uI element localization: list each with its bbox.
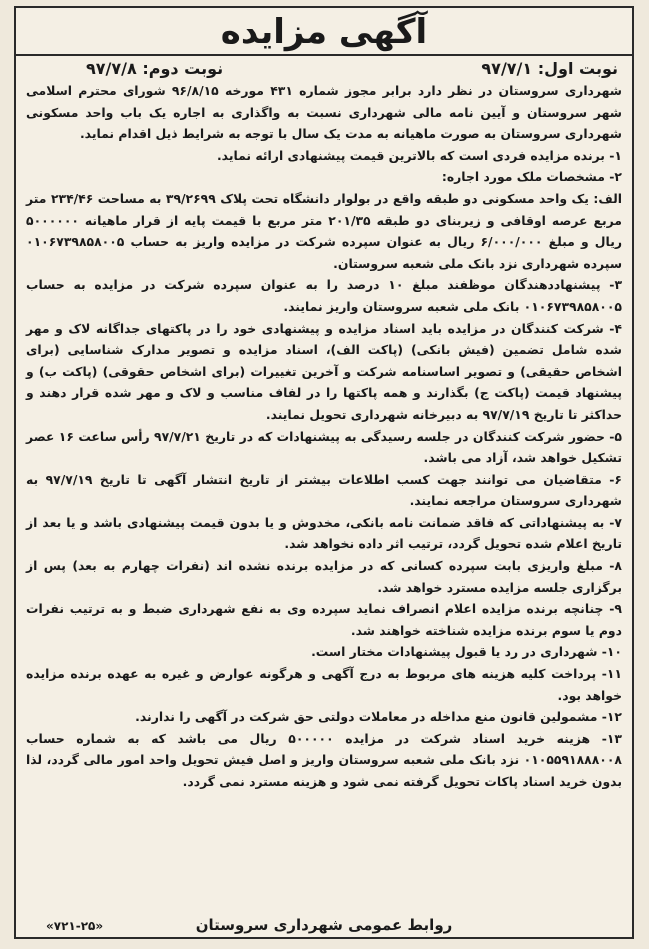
notice-frame: [14, 6, 634, 939]
signature: روابط عمومی شهرداری سروستان: [195, 916, 453, 934]
first-notice-date: نوبت اول: ۹۷/۷/۱: [481, 59, 618, 78]
page-title: آگهی مزایده: [220, 12, 428, 52]
condition-item: ۸- مبلغ واریزی بابت سپرده کسانی که در مزایده برنده نشده اند (نفرات چهارم به بعد) پس از برگزاری جلسه مزایده مسترد خواهد شد.: [26, 558, 622, 595]
condition-item: ۱۱- پرداخت کلیه هزینه های مربوط به درج آگهی و هرگونه عوارض و غیره به عهده برنده مزایده خواهد بود.: [26, 666, 622, 703]
second-notice-date: نوبت دوم: ۹۷/۷/۸: [86, 59, 224, 78]
condition-item: ۲- مشخصات ملک مورد اجاره:: [441, 169, 622, 185]
notice-body: [26, 80, 622, 793]
condition-item: ۱۳- هزینه خرید اسناد شرکت در مزایده ۵۰۰۰۰۰ ریال می باشد که به شماره حساب ۰۱۰۵۵۹۱۸۸۸۰۰۸ نزد بانک ملی شعبه سروستان واریز و اصل فیش تحویل واحد امور مالی گردد، لذا بدون خرید اسناد پاکات تحویل گرفته نمی شود و هزینه مسترد نمی گردد.: [26, 730, 622, 789]
condition-item: ۶- متقاضیان می توانند جهت کسب اطلاعات بیشتر از تاریخ انتشار آگهی تا تاریخ ۹۷/۷/۱۹ به شهرداری سروستان مراجعه نمایند.: [26, 471, 622, 509]
condition-item: ۹- چنانچه برنده مزایده اعلام انصراف نماید سپرده وی به نفع شهرداری ضبط و به ترتیب نفرات دوم یا سوم برنده مزایده شناخته خواهند شد.: [26, 601, 622, 638]
condition-item: ۱- برنده مزایده فردی است که بالاترین قیمت پیشنهادی ارائه نماید.: [216, 147, 622, 163]
notice-dates: [26, 56, 622, 80]
notice-code: «۷۲۱-۲۵»: [46, 919, 104, 933]
condition-item: ۴- شرکت کنندگان در مزایده باید اسناد مزایده و پیشنهادی خود را در پاکتهای جداگانه لاک و مهر شده شامل تضمین (فیش بانکی) (پاکت الف)، اسناد مزایده و تصویر مدارک شناسایی (برای اشخاص حقیقی) و تصویر اساسنامه شرکت و آخرین تغییرات (برای اشخاص حقوقی) (پاکت ب) و پیشنهاد قیمت (پاکت ج) بگذارند و همه پاکتها را در لفاف مناسب و لاک و مهر شده قرار دهند و حداکثر تا تاریخ ۹۷/۷/۱۹ به دبیرخانه شهرداری تحویل نمایند.: [26, 320, 622, 422]
condition-item: ۵- حضور شرکت کنندگان در جلسه رسیدگی به پیشنهادات که در تاریخ ۹۷/۷/۲۱ رأس ساعت ۱۶ عصر تشکیل خواهد شد، آزاد می باشد.: [26, 428, 622, 466]
condition-item: ۳- پیشنهاددهندگان موظفند مبلغ ۱۰ درصد را به عنوان سپرده شرکت در مزایده به حساب ۰۱۰۶۷۳۹۸۵۸۰۰۵ بانک ملی شعبه سروستان واریز نمایند.: [26, 277, 623, 314]
condition-item: ۱۲- مشمولین قانون منع مداخله در معاملات دولتی حق شرکت در آگهی را ندارند.: [135, 709, 622, 725]
condition-item: ۷- به پیشنهاداتی که فاقد ضمانت نامه بانکی، مخدوش و یا بدون قیمت پیشنهادی باشد و یا بعد از تاریخ اعلام شده تحویل گردد، ترتیب اثر داده نخواهد شد.: [26, 514, 622, 552]
condition-item: ۱۰- شهرداری در رد یا قبول پیشنهادات مختار است.: [311, 644, 622, 660]
condition-item: الف: یک واحد مسکونی دو طبقه واقع در بولوار دانشگاه تحت پلاک ۳۹/۲۶۹۹ به مساحت ۲۳۴/۴۶ متر مربع عرصه اوقافی و زیربنای دو طبقه ۲۰۱/۳۵ متر مربع با قیمت پایه از قرار ماهیانه ۵۰۰۰۰۰۰ ریال و مبلغ ۶/۰۰۰/۰۰۰ ریال به عنوان سپرده شرکت در مزایده واریز به حساب ۰۱۰۶۷۳۹۸۵۸۰۰۵ سپرده شهرداری نزد بانک ملی شعبه سروستان.: [26, 190, 622, 271]
intro-paragraph: شهرداری سروستان در نظر دارد برابر مجوز شماره ۴۳۱ مورخه ۹۶/۸/۱۵ شورای محترم اسلامی شهر سروستان و آیین نامه مالی شهرداری نسبت به واگذاری به اجاره یک باب واحد مسکونی شهرداری سروستان به صورت ماهیانه به مدت یک سال با توجه به شرایط ذیل اقدام نماید.: [26, 83, 622, 142]
